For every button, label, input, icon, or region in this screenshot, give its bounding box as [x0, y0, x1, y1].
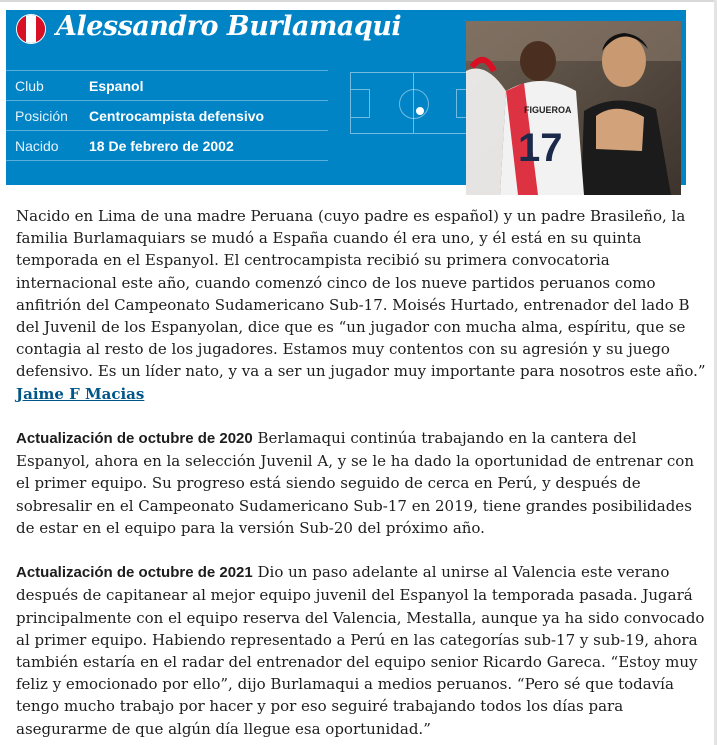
info-label: Club	[15, 78, 44, 94]
update-2021	[16, 561, 706, 740]
info-value: 18 De febrero de 2002	[89, 138, 234, 154]
info-value: Espanol	[89, 78, 144, 94]
info-row-club	[6, 70, 328, 100]
player-name: Alessandro Burlamaqui	[56, 11, 402, 42]
page-top-edge	[0, 0, 717, 2]
shirt-name-text: FIGUEROA	[524, 105, 572, 115]
info-label: Posición	[15, 108, 68, 124]
info-label: Nacido	[15, 138, 59, 154]
position-marker	[416, 107, 424, 115]
author-link[interactable]: Jaime F Macias	[16, 384, 145, 403]
info-value: Centrocampista defensivo	[89, 108, 265, 124]
player-info-table	[6, 70, 328, 161]
player-photo-illustration	[466, 21, 681, 195]
update-text: Berlamaqui continúa trabajando en la cantera del Espanyol, ahora en la selección Juvenil A, y se le ha dado la oportunidad de entrenar con el primer equipo. Su progreso está siendo seguido de cerca en Perú, y después de sobresalir en el Campeonato Sudamericano Sub-17 en 2019, tiene grandes posibilidades de estar en el equipo para la versión Sub-20 del próximo año.	[16, 429, 694, 537]
pitch-center-circle	[399, 89, 429, 119]
pitch-diagram	[350, 72, 476, 134]
shirt-number-text: 17	[518, 126, 563, 170]
article-intro	[16, 205, 706, 405]
info-row-position	[6, 100, 328, 130]
info-row-born	[6, 130, 328, 161]
player-photo	[466, 21, 681, 195]
update-2020	[16, 427, 706, 539]
article-body	[16, 205, 706, 740]
peru-flag-icon	[16, 14, 46, 44]
update-text: Dio un paso adelante al unirse al Valencia este verano después de capitanear al mejor equipo juvenil del Espanyol la temporada pasada. Jugará principalmente con el equipo reserva del Valencia, Mestalla, aunque ya ha sido convocado al primer equipo. Habiendo representado a Perú en las categorías sub-17 y sub-19, ahora también estaría en el radar del entrenador del equipo senior Ricardo Gareca. “Estoy muy feliz y emocionado por ello”, dijo Burlamaqui a medios peruanos. “Pero sé que todavía tengo mucho trabajo por hacer y por eso seguiré trabajando todos los días para asegurarme de que algún día llegue esa oportunidad.”	[16, 563, 705, 738]
update-title: Actualización de octubre de 2021	[16, 564, 253, 582]
update-title: Actualización de octubre de 2020	[16, 430, 253, 448]
intro-text: Nacido en Lima de una madre Peruana (cuyo padre es español) y un padre Brasileño, la familia Burlamaquiars se mudó a España cuando él era uno, y él está en su quinta temporada en el Espanyol. El centrocampista recibió su primera convocatoria internacional este año, cuando comenzó cinco de los nueve partidos peruanos como anfitrión del Campeonato Sudamericano Sub-17. Moisés Hurtado, entrenador del lado B del Juvenil de los Espanyolan, dice que es “un jugador con mucha alma, espíritu, que se contagia al resto de los jugadores. Estamos muy contentos con su agresión y su juego defensivo. Es un líder nato, y va a ser un jugador muy importante para nosotros este año.”	[16, 207, 706, 381]
